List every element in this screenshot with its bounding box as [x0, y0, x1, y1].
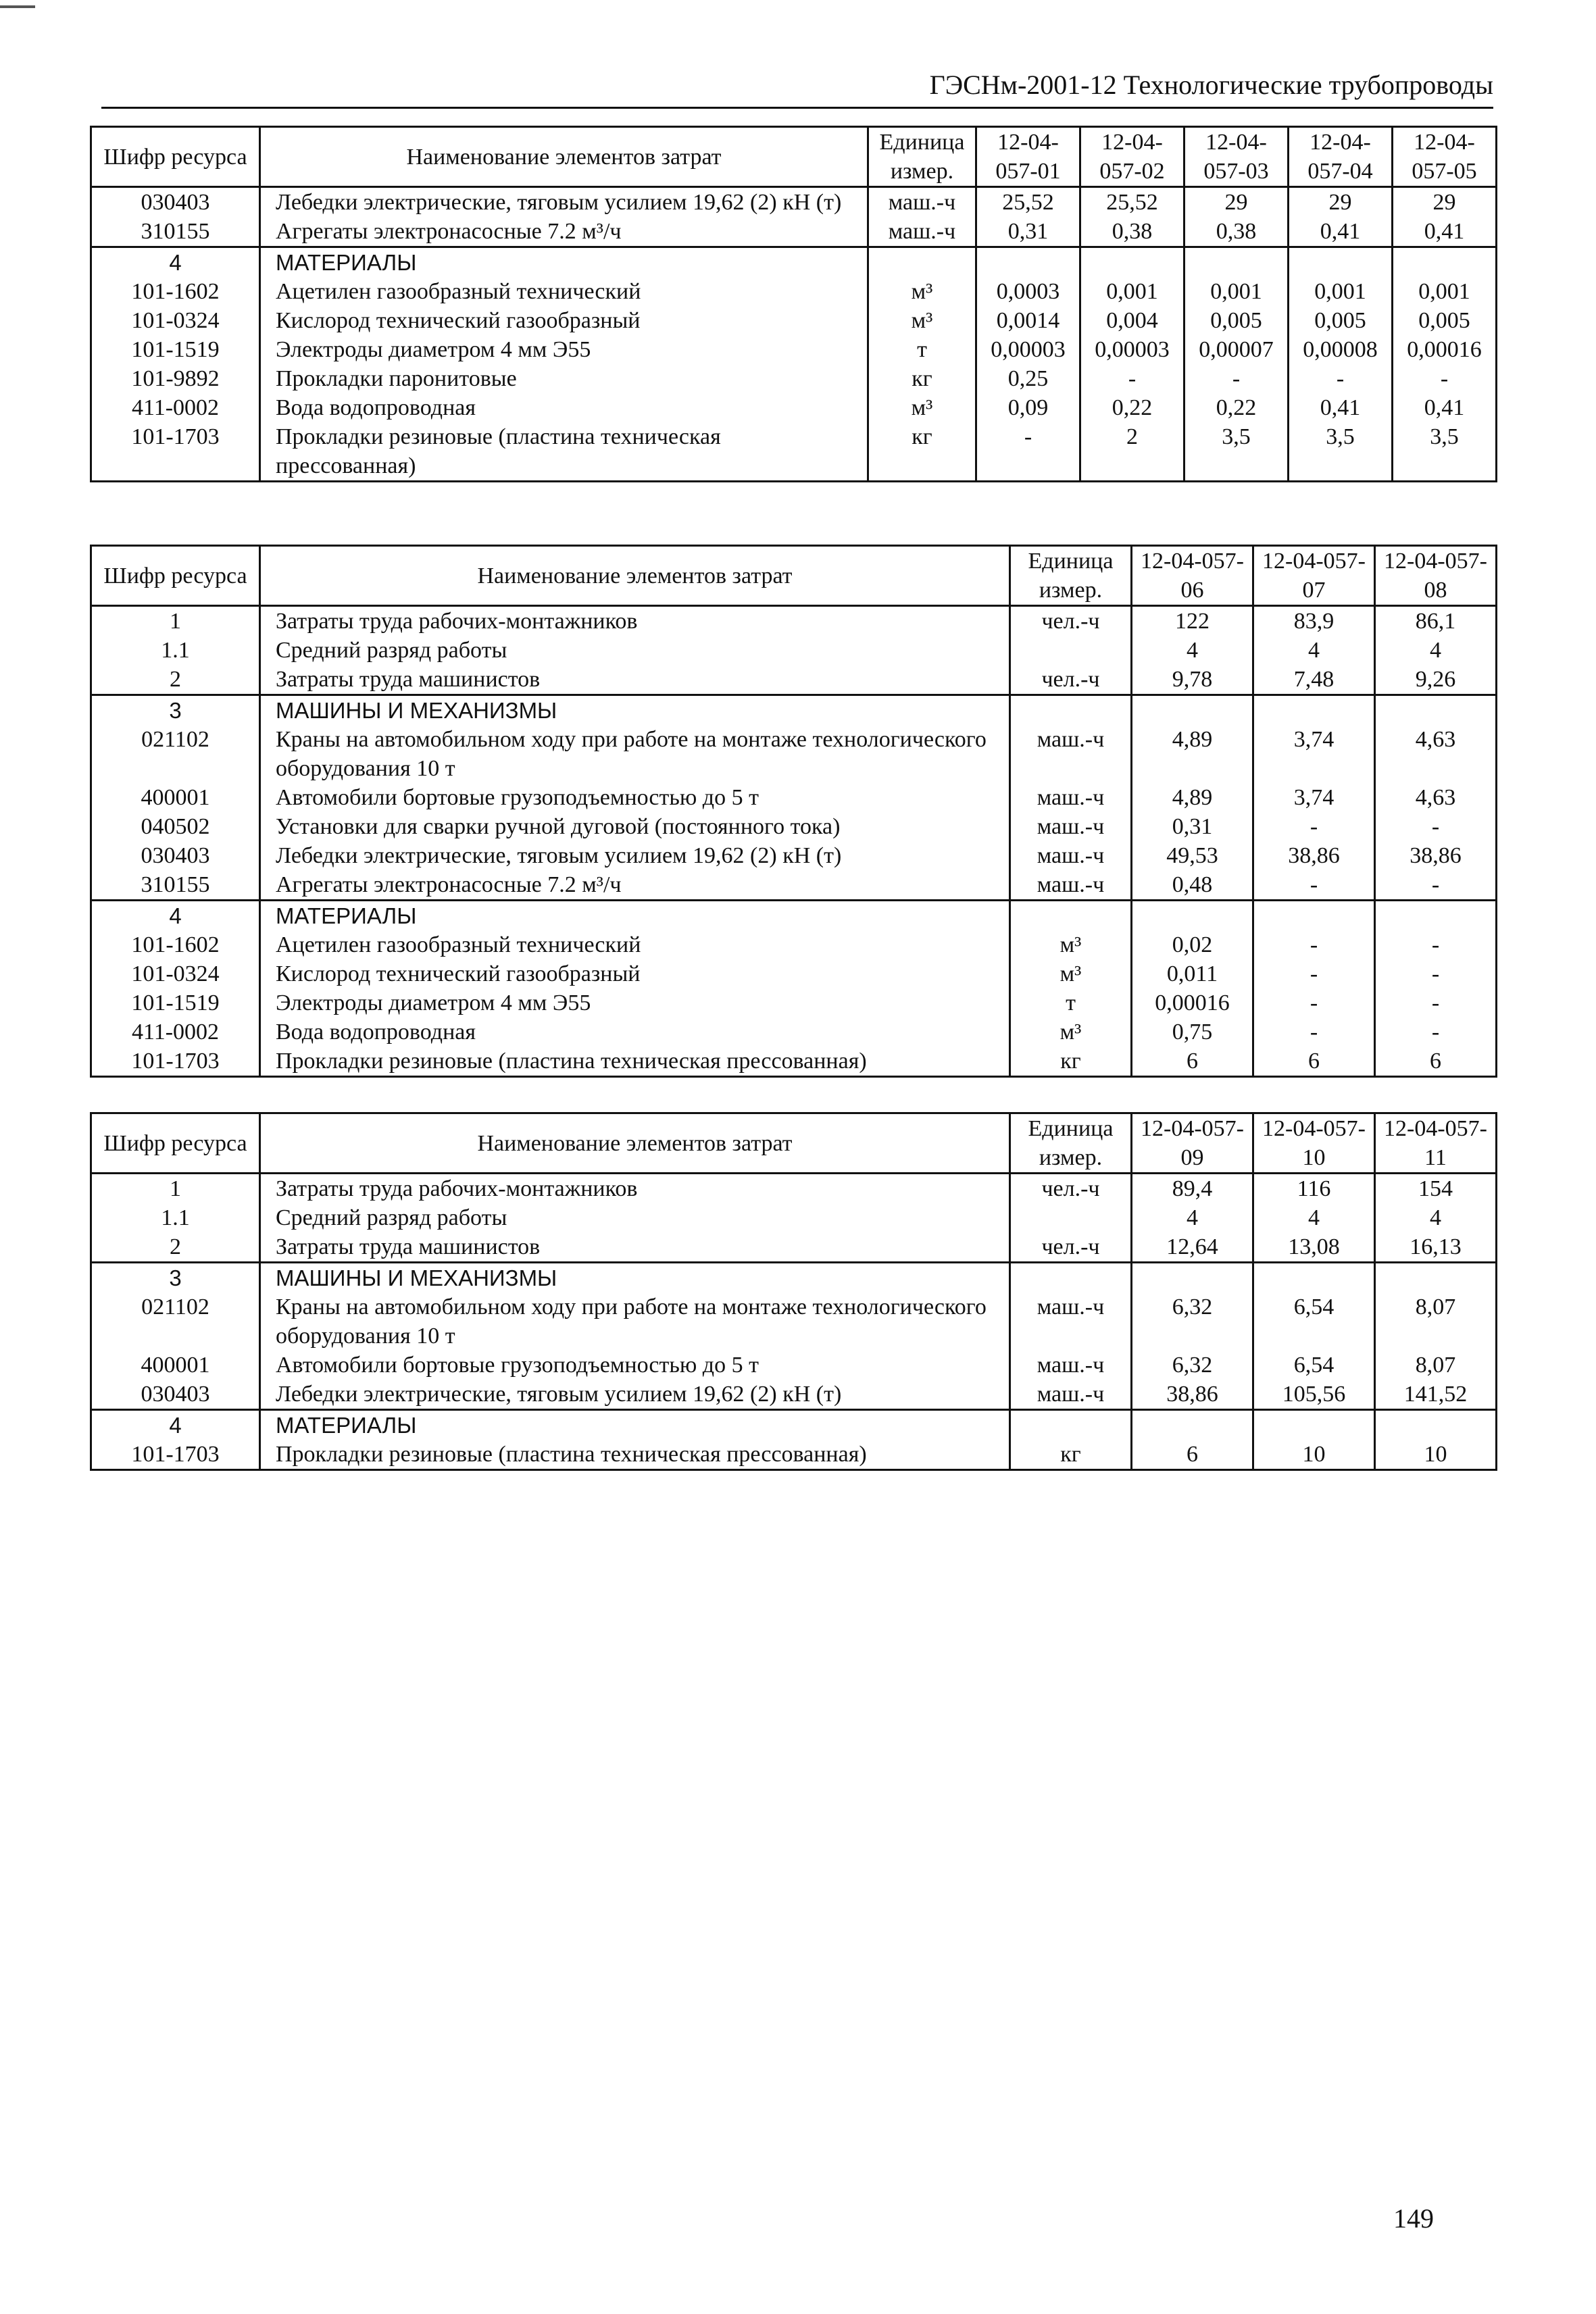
unit-cell: маш.-ч	[1010, 725, 1132, 783]
header-col: 12-04-057-02	[1080, 127, 1184, 187]
table-row	[91, 1440, 1497, 1470]
page-header	[101, 66, 1493, 109]
value-cell: 116	[1253, 1174, 1375, 1204]
value-cell: 6,32	[1132, 1351, 1253, 1380]
header-unit: Единица измер.	[868, 127, 976, 187]
resource-code: 101-1703	[91, 1047, 260, 1077]
resource-name: Краны на автомобильном ходу при работе на монтаже технологического оборудования 10 т	[260, 725, 1010, 783]
resource-code: 101-1602	[91, 930, 260, 959]
resource-code: 030403	[91, 841, 260, 870]
section-title: МАТЕРИАЛЫ	[260, 901, 1010, 931]
value-cell: 6	[1132, 1047, 1253, 1077]
header-code: Шифр ресурса	[91, 127, 260, 187]
resource-code: 2	[91, 1232, 260, 1263]
unit-cell: чел.-ч	[1010, 1174, 1132, 1204]
table-row	[91, 364, 1497, 393]
unit-cell: т	[868, 335, 976, 364]
section-row	[91, 695, 1497, 726]
table-row	[91, 187, 1497, 218]
value-cell: 8,07	[1375, 1351, 1497, 1380]
section-row	[91, 1263, 1497, 1293]
value-cell: 0,0003	[976, 277, 1080, 306]
table-row	[91, 959, 1497, 988]
value-cell: 0,005	[1393, 306, 1497, 335]
unit-cell: маш.-ч	[868, 217, 976, 247]
value-cell: -	[976, 422, 1080, 482]
value-cell: 6	[1132, 1440, 1253, 1470]
value-cell: -	[1253, 930, 1375, 959]
header-col: 12-04-057-06	[1132, 546, 1253, 606]
scan-corner-mark	[0, 5, 35, 8]
resource-code: 1.1	[91, 1203, 260, 1232]
resource-code: 021102	[91, 725, 260, 783]
value-cell: 0,001	[1184, 277, 1289, 306]
resource-name: Средний разряд работы	[260, 1203, 1010, 1232]
value-cell: 49,53	[1132, 841, 1253, 870]
resource-code: 400001	[91, 1351, 260, 1380]
resource-name: Кислород технический газообразный	[260, 959, 1010, 988]
header-unit: Единица измер.	[1010, 1113, 1132, 1174]
resource-code: 411-0002	[91, 1017, 260, 1047]
resource-table-3	[90, 1112, 1497, 1471]
resource-code: 1.1	[91, 636, 260, 665]
value-cell	[1184, 247, 1289, 278]
unit-cell: маш.-ч	[1010, 870, 1132, 901]
unit-cell	[1010, 636, 1132, 665]
resource-name: Кислород технический газообразный	[260, 306, 868, 335]
value-cell: 0,00016	[1132, 988, 1253, 1017]
resource-name: Прокладки паронитовые	[260, 364, 868, 393]
value-cell	[1132, 695, 1253, 726]
unit-cell	[1010, 1263, 1132, 1293]
table-row	[91, 217, 1497, 247]
value-cell: -	[1253, 988, 1375, 1017]
resource-code: 310155	[91, 870, 260, 901]
unit-cell: маш.-ч	[1010, 783, 1132, 812]
resource-code: 021102	[91, 1292, 260, 1351]
value-cell: 2	[1080, 422, 1184, 482]
value-cell: 141,52	[1375, 1380, 1497, 1410]
value-cell: -	[1375, 930, 1497, 959]
unit-cell	[1010, 1410, 1132, 1440]
value-cell: 0,22	[1080, 393, 1184, 422]
page-header-title: ГЭСНм-2001-12 Технологические трубопроводы	[929, 70, 1493, 100]
value-cell: 105,56	[1253, 1380, 1375, 1410]
value-cell: 10	[1253, 1440, 1375, 1470]
value-cell: -	[1289, 364, 1393, 393]
table-row	[91, 988, 1497, 1017]
unit-cell: маш.-ч	[868, 187, 976, 218]
header-name: Наименование элементов затрат	[260, 127, 868, 187]
unit-cell: маш.-ч	[1010, 1380, 1132, 1410]
value-cell: 6,32	[1132, 1292, 1253, 1351]
unit-cell: кг	[868, 364, 976, 393]
unit-cell: чел.-ч	[1010, 1232, 1132, 1263]
resource-table-2	[90, 545, 1497, 1078]
value-cell	[976, 247, 1080, 278]
value-cell: 4	[1132, 1203, 1253, 1232]
resource-code: 101-0324	[91, 306, 260, 335]
value-cell	[1132, 901, 1253, 931]
table-row	[91, 306, 1497, 335]
value-cell: 0,00016	[1393, 335, 1497, 364]
header-col: 12-04-057-01	[976, 127, 1080, 187]
table-row	[91, 277, 1497, 306]
resource-name: Затраты труда рабочих-монтажников	[260, 1174, 1010, 1204]
table-row	[91, 1232, 1497, 1263]
header-col: 12-04-057-09	[1132, 1113, 1253, 1174]
header-code: Шифр ресурса	[91, 1113, 260, 1174]
unit-cell	[868, 247, 976, 278]
value-cell: 0,02	[1132, 930, 1253, 959]
resource-name: Средний разряд работы	[260, 636, 1010, 665]
resource-name: Затраты труда машинистов	[260, 665, 1010, 695]
resource-code: 101-9892	[91, 364, 260, 393]
resource-code: 4	[91, 901, 260, 931]
header-col: 12-04-057-11	[1375, 1113, 1497, 1174]
resource-code: 3	[91, 695, 260, 726]
table-header-row	[91, 127, 1497, 187]
value-cell: 25,52	[976, 187, 1080, 218]
resource-code: 101-1519	[91, 988, 260, 1017]
resource-name: Затраты труда машинистов	[260, 1232, 1010, 1263]
table-header-row	[91, 1113, 1497, 1174]
value-cell: 4	[1375, 1203, 1497, 1232]
value-cell: 9,26	[1375, 665, 1497, 695]
value-cell: 7,48	[1253, 665, 1375, 695]
resource-name: Автомобили бортовые грузоподъемностью до 5 т	[260, 1351, 1010, 1380]
resource-name: Ацетилен газообразный технический	[260, 930, 1010, 959]
value-cell: 12,64	[1132, 1232, 1253, 1263]
resource-code: 3	[91, 1263, 260, 1293]
value-cell: 29	[1393, 187, 1497, 218]
value-cell: 4,63	[1375, 725, 1497, 783]
unit-cell: маш.-ч	[1010, 841, 1132, 870]
unit-cell: чел.-ч	[1010, 665, 1132, 695]
value-cell: 4	[1132, 636, 1253, 665]
table-row	[91, 841, 1497, 870]
value-cell: 9,78	[1132, 665, 1253, 695]
resource-name: Краны на автомобильном ходу при работе на монтаже технологического оборудования 10 т	[260, 1292, 1010, 1351]
value-cell: 0,41	[1289, 393, 1393, 422]
resource-name: Прокладки резиновые (пластина техническая прессованная)	[260, 422, 868, 482]
table-row	[91, 636, 1497, 665]
value-cell	[1253, 1410, 1375, 1440]
section-title: МАТЕРИАЛЫ	[260, 1410, 1010, 1440]
value-cell	[1253, 1263, 1375, 1293]
unit-cell: м³	[1010, 1017, 1132, 1047]
table-header-row	[91, 546, 1497, 606]
value-cell: 0,25	[976, 364, 1080, 393]
value-cell: 0,0014	[976, 306, 1080, 335]
value-cell: 4,89	[1132, 783, 1253, 812]
value-cell: -	[1253, 1017, 1375, 1047]
value-cell: 0,41	[1289, 217, 1393, 247]
value-cell: 8,07	[1375, 1292, 1497, 1351]
table-row	[91, 1017, 1497, 1047]
table-row	[91, 393, 1497, 422]
resource-code: 101-1519	[91, 335, 260, 364]
unit-cell: кг	[868, 422, 976, 482]
table-row	[91, 606, 1497, 636]
value-cell	[1253, 901, 1375, 931]
resource-name: Агрегаты электронасосные 7.2 м³/ч	[260, 870, 1010, 901]
table-row	[91, 1351, 1497, 1380]
header-name: Наименование элементов затрат	[260, 1113, 1010, 1174]
value-cell: -	[1375, 1017, 1497, 1047]
resource-name: Вода водопроводная	[260, 1017, 1010, 1047]
value-cell: 6,54	[1253, 1292, 1375, 1351]
header-col: 12-04-057-04	[1289, 127, 1393, 187]
value-cell: 4	[1375, 636, 1497, 665]
value-cell: 0,00003	[976, 335, 1080, 364]
value-cell	[1375, 901, 1497, 931]
value-cell: 0,001	[1393, 277, 1497, 306]
header-code: Шифр ресурса	[91, 546, 260, 606]
resource-name: Вода водопроводная	[260, 393, 868, 422]
resource-code: 400001	[91, 783, 260, 812]
resource-code: 101-0324	[91, 959, 260, 988]
resource-code: 310155	[91, 217, 260, 247]
value-cell: -	[1253, 812, 1375, 841]
value-cell: -	[1375, 870, 1497, 901]
value-cell: 86,1	[1375, 606, 1497, 636]
value-cell: 29	[1289, 187, 1393, 218]
value-cell: 0,38	[1184, 217, 1289, 247]
resource-name: Установки для сварки ручной дуговой (постоянного тока)	[260, 812, 1010, 841]
unit-cell: м³	[1010, 930, 1132, 959]
unit-cell: м³	[868, 306, 976, 335]
header-col: 12-04-057-07	[1253, 546, 1375, 606]
value-cell: 0,00007	[1184, 335, 1289, 364]
value-cell: 0,31	[1132, 812, 1253, 841]
table-row	[91, 1292, 1497, 1351]
header-col: 12-04-057-10	[1253, 1113, 1375, 1174]
value-cell: 25,52	[1080, 187, 1184, 218]
value-cell: 0,001	[1080, 277, 1184, 306]
section-row	[91, 901, 1497, 931]
value-cell: -	[1375, 988, 1497, 1017]
table-row	[91, 335, 1497, 364]
value-cell: 16,13	[1375, 1232, 1497, 1263]
resource-code: 030403	[91, 1380, 260, 1410]
value-cell: -	[1393, 364, 1497, 393]
unit-cell: кг	[1010, 1440, 1132, 1470]
resource-code: 4	[91, 1410, 260, 1440]
table-row	[91, 665, 1497, 695]
value-cell: 0,00008	[1289, 335, 1393, 364]
value-cell: -	[1375, 812, 1497, 841]
resource-name: Прокладки резиновые (пластина техническая прессованная)	[260, 1047, 1010, 1077]
value-cell: 4	[1253, 1203, 1375, 1232]
value-cell: 0,011	[1132, 959, 1253, 988]
resource-code: 1	[91, 1174, 260, 1204]
resource-code: 4	[91, 247, 260, 278]
value-cell: 0,41	[1393, 217, 1497, 247]
value-cell	[1253, 695, 1375, 726]
unit-cell: чел.-ч	[1010, 606, 1132, 636]
value-cell	[1375, 1410, 1497, 1440]
resource-name: Автомобили бортовые грузоподъемностью до 5 т	[260, 783, 1010, 812]
resource-code: 1	[91, 606, 260, 636]
value-cell: 154	[1375, 1174, 1497, 1204]
unit-cell: маш.-ч	[1010, 1351, 1132, 1380]
resource-name: Ацетилен газообразный технический	[260, 277, 868, 306]
table-row	[91, 783, 1497, 812]
value-cell	[1080, 247, 1184, 278]
unit-cell	[1010, 1203, 1132, 1232]
section-title: МАТЕРИАЛЫ	[260, 247, 868, 278]
value-cell: 10	[1375, 1440, 1497, 1470]
value-cell	[1393, 247, 1497, 278]
table-row	[91, 422, 1497, 482]
value-cell: 6,54	[1253, 1351, 1375, 1380]
value-cell: 3,5	[1289, 422, 1393, 482]
value-cell: 6	[1253, 1047, 1375, 1077]
value-cell: -	[1253, 870, 1375, 901]
value-cell: 0,31	[976, 217, 1080, 247]
value-cell: 0,48	[1132, 870, 1253, 901]
resource-code: 040502	[91, 812, 260, 841]
table-row	[91, 1047, 1497, 1077]
resource-name: Прокладки резиновые (пластина техническая прессованная)	[260, 1440, 1010, 1470]
resource-code: 411-0002	[91, 393, 260, 422]
value-cell: 4,63	[1375, 783, 1497, 812]
value-cell: 0,22	[1184, 393, 1289, 422]
value-cell: 0,005	[1289, 306, 1393, 335]
value-cell: -	[1253, 959, 1375, 988]
value-cell: -	[1184, 364, 1289, 393]
unit-cell: м³	[1010, 959, 1132, 988]
resource-name: Лебедки электрические, тяговым усилием 19,62 (2) кН (т)	[260, 187, 868, 218]
resource-name: Лебедки электрические, тяговым усилием 19,62 (2) кН (т)	[260, 1380, 1010, 1410]
resource-code: 2	[91, 665, 260, 695]
unit-cell: маш.-ч	[1010, 1292, 1132, 1351]
section-row	[91, 1410, 1497, 1440]
value-cell: 38,86	[1375, 841, 1497, 870]
unit-cell: м³	[868, 277, 976, 306]
value-cell: 89,4	[1132, 1174, 1253, 1204]
table-row	[91, 725, 1497, 783]
value-cell: 0,005	[1184, 306, 1289, 335]
unit-cell: маш.-ч	[1010, 812, 1132, 841]
header-unit: Единица измер.	[1010, 546, 1132, 606]
unit-cell	[1010, 901, 1132, 931]
table-row	[91, 812, 1497, 841]
value-cell: -	[1375, 959, 1497, 988]
resource-name: Лебедки электрические, тяговым усилием 19,62 (2) кН (т)	[260, 841, 1010, 870]
value-cell	[1132, 1263, 1253, 1293]
value-cell	[1289, 247, 1393, 278]
value-cell: 29	[1184, 187, 1289, 218]
resource-name: Электроды диаметром 4 мм Э55	[260, 988, 1010, 1017]
value-cell: 0,004	[1080, 306, 1184, 335]
header-col: 12-04-057-08	[1375, 546, 1497, 606]
unit-cell: м³	[868, 393, 976, 422]
resource-table-1	[90, 126, 1497, 482]
resource-code: 101-1703	[91, 422, 260, 482]
header-name: Наименование элементов затрат	[260, 546, 1010, 606]
value-cell: 4,89	[1132, 725, 1253, 783]
value-cell: 6	[1375, 1047, 1497, 1077]
value-cell: 0,00003	[1080, 335, 1184, 364]
value-cell: 0,09	[976, 393, 1080, 422]
value-cell: 3,74	[1253, 725, 1375, 783]
value-cell: 38,86	[1132, 1380, 1253, 1410]
page-number: 149	[1393, 2203, 1434, 2234]
value-cell: 0,75	[1132, 1017, 1253, 1047]
value-cell: 13,08	[1253, 1232, 1375, 1263]
value-cell: 4	[1253, 636, 1375, 665]
value-cell: 3,74	[1253, 783, 1375, 812]
resource-code: 101-1703	[91, 1440, 260, 1470]
value-cell: 3,5	[1393, 422, 1497, 482]
value-cell	[1375, 1263, 1497, 1293]
table-row	[91, 1174, 1497, 1204]
table-row	[91, 1380, 1497, 1410]
header-col: 12-04-057-03	[1184, 127, 1289, 187]
table-row	[91, 1203, 1497, 1232]
table-row	[91, 870, 1497, 901]
unit-cell	[1010, 695, 1132, 726]
value-cell: 0,41	[1393, 393, 1497, 422]
resource-name: Электроды диаметром 4 мм Э55	[260, 335, 868, 364]
value-cell	[1132, 1410, 1253, 1440]
resource-code: 030403	[91, 187, 260, 218]
value-cell: 0,001	[1289, 277, 1393, 306]
resource-name: Агрегаты электронасосные 7.2 м³/ч	[260, 217, 868, 247]
resource-code: 101-1602	[91, 277, 260, 306]
value-cell	[1375, 695, 1497, 726]
header-col: 12-04-057-05	[1393, 127, 1497, 187]
section-title: МАШИНЫ И МЕХАНИЗМЫ	[260, 695, 1010, 726]
value-cell: 38,86	[1253, 841, 1375, 870]
section-title: МАШИНЫ И МЕХАНИЗМЫ	[260, 1263, 1010, 1293]
value-cell: -	[1080, 364, 1184, 393]
value-cell: 83,9	[1253, 606, 1375, 636]
section-row	[91, 247, 1497, 278]
value-cell: 0,38	[1080, 217, 1184, 247]
unit-cell: кг	[1010, 1047, 1132, 1077]
table-row	[91, 930, 1497, 959]
value-cell: 122	[1132, 606, 1253, 636]
value-cell: 3,5	[1184, 422, 1289, 482]
unit-cell: т	[1010, 988, 1132, 1017]
resource-name: Затраты труда рабочих-монтажников	[260, 606, 1010, 636]
